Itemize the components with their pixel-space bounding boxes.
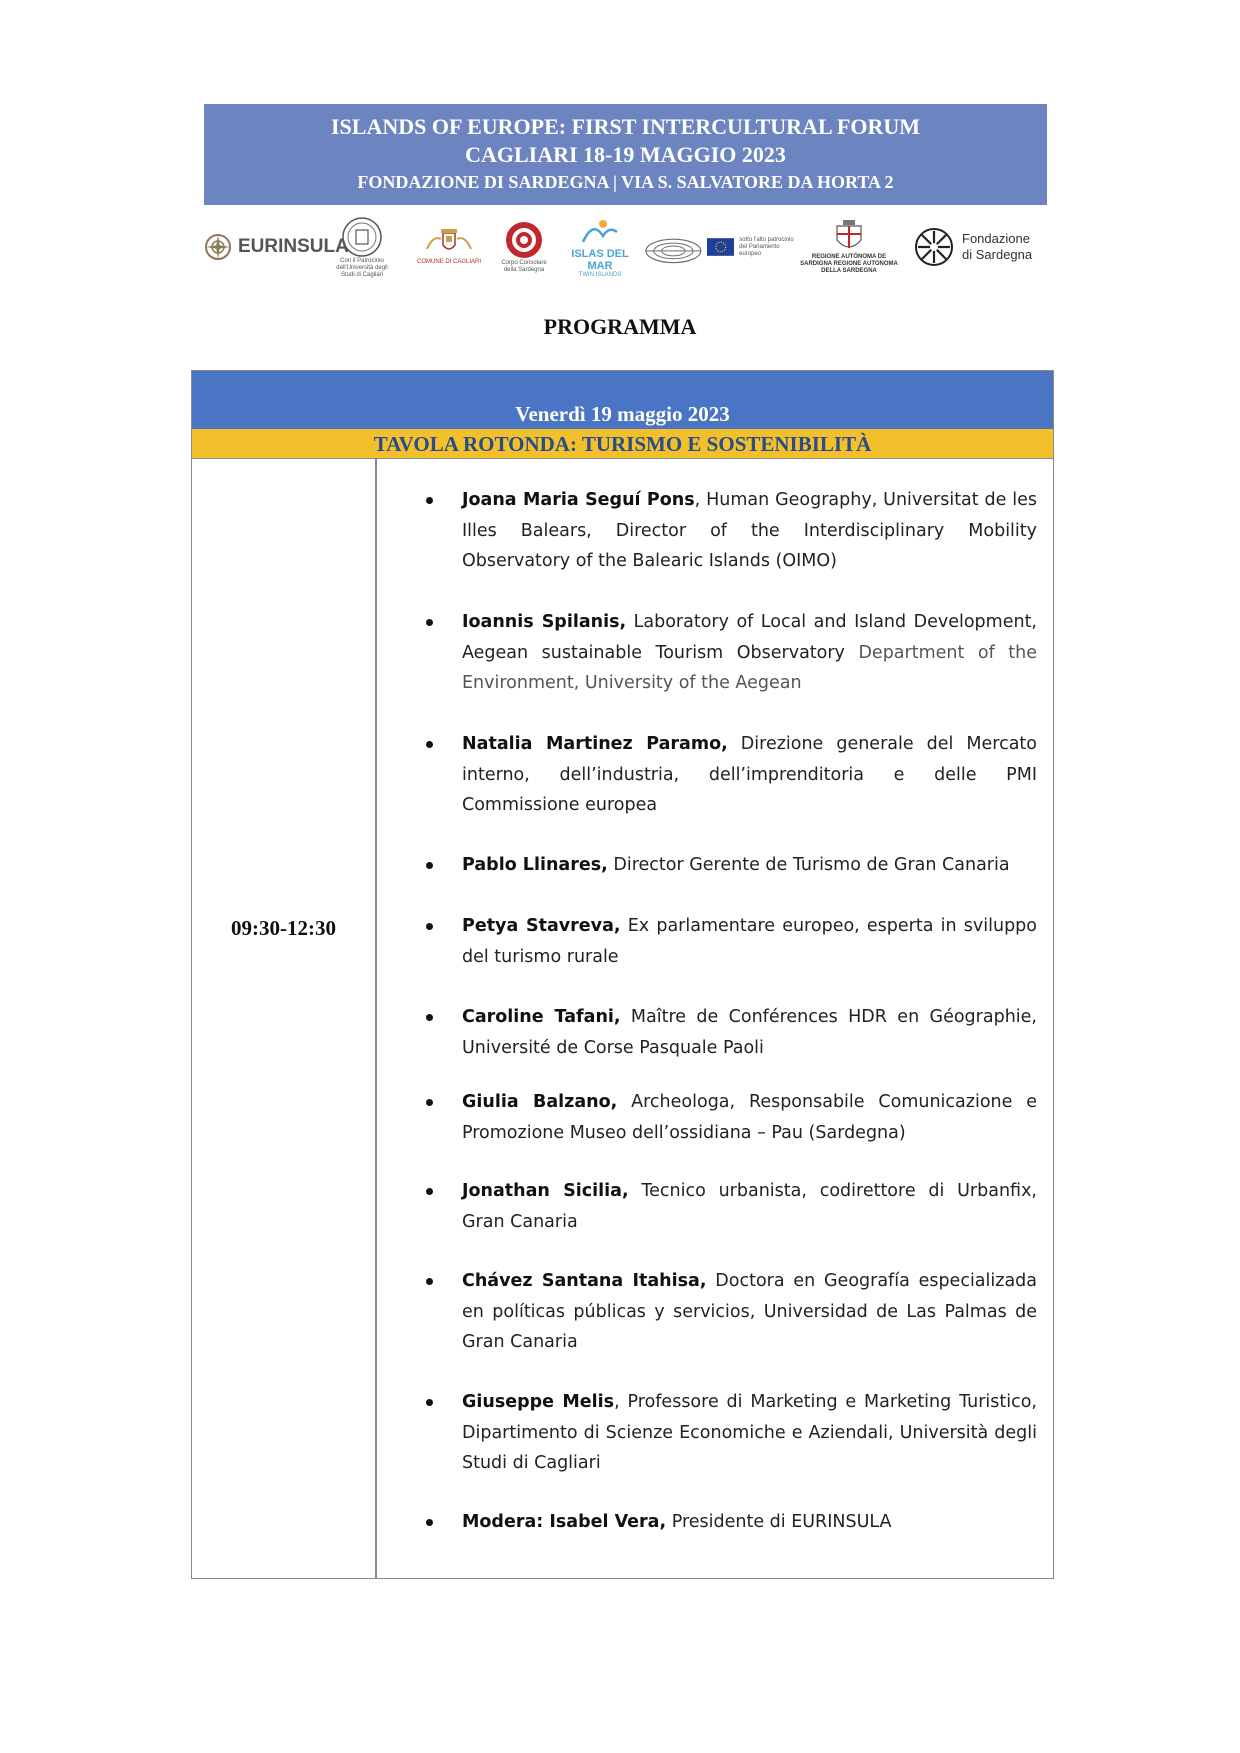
speaker-affiliation: Professore di Marketing e Marketing Turistico, Dipartimento di Scienze Economiche e Aziendali, Università degli Studi di Cagliari xyxy=(462,1392,1037,1473)
unica-logo xyxy=(329,212,395,282)
ccs-logo xyxy=(496,212,552,282)
sponsor-logos xyxy=(204,212,1047,282)
fondazione-line1: Fondazione xyxy=(962,231,1030,246)
bullet-icon xyxy=(426,497,433,504)
speaker-separator: , xyxy=(694,490,701,510)
speaker-item xyxy=(462,607,1037,699)
comune-caption: COMUNE DI CAGLIARI xyxy=(416,258,481,265)
session-header: TAVOLA ROTONDA: TURISMO E SOSTENIBILITÀ xyxy=(192,429,1053,459)
parlamento-caption: sotto l'alto patrocinio del Parlamento europeo xyxy=(739,236,794,257)
programma-heading: PROGRAMMA xyxy=(543,314,697,339)
speaker-affiliation: Director Gerente de Turismo de Gran Canaria xyxy=(607,855,1010,875)
speaker-name: Pablo Llinares, xyxy=(462,855,608,875)
speaker-affiliation: Human Geography, Universitat de les Illes Balears, Director of the Interdisciplinary Mobility Observatory of the Balearic Islands (OIMO) xyxy=(462,490,1038,571)
speaker-name: Giulia Balzano, xyxy=(462,1092,618,1112)
speaker-item xyxy=(462,850,1037,881)
event-title: ISLANDS OF EUROPE: FIRST INTERCULTURAL FORUM xyxy=(330,114,920,139)
university-seal-icon xyxy=(341,216,383,258)
bullet-icon xyxy=(426,1188,433,1195)
islas-label: ISLAS DEL MAR xyxy=(571,247,629,272)
speaker-name: Chávez Santana Itahisa, xyxy=(462,1271,707,1291)
event-dates: CAGLIARI 18-19 MAGGIO 2023 xyxy=(465,142,786,167)
speaker-item xyxy=(462,1507,1037,1538)
fondazione-logo xyxy=(914,212,1032,282)
eurinsula-label: EURINSULA xyxy=(238,236,349,257)
compass-icon xyxy=(204,233,232,261)
speaker-department: Department of the Environment, University of the Aegean xyxy=(462,642,1037,693)
speaker-name: Ioannis Spilanis, xyxy=(462,612,627,632)
speaker-item xyxy=(462,1387,1037,1479)
islas-logo xyxy=(564,212,636,282)
speaker-item xyxy=(462,1087,1037,1148)
speaker-name: Petya Stavreva, xyxy=(462,916,621,936)
speaker-affiliation: Maître de Conférences HDR en Géographie, Université de Corse Pasquale Paoli xyxy=(462,1007,1037,1058)
day-header: Venerdì 19 maggio 2023 xyxy=(192,371,1053,429)
speaker-item xyxy=(462,729,1037,821)
speaker-item xyxy=(462,1002,1037,1063)
speaker-separator: , xyxy=(614,1392,620,1412)
islas-subtitle: TWIN ISLANDS xyxy=(578,271,622,278)
bullet-icon xyxy=(426,862,433,869)
island-bird-icon xyxy=(577,216,623,248)
eurinsula-logo xyxy=(204,212,349,282)
eu-flag-icon xyxy=(707,238,734,256)
speaker-name: Caroline Tafani, xyxy=(462,1007,621,1027)
coat-of-arms-icon xyxy=(421,229,477,259)
speaker-item xyxy=(462,1266,1037,1358)
speaker-affiliation: Archeologa, Responsabile Comunicazione e Promozione Museo dell’ossidiana – Pau (Sardegna) xyxy=(462,1092,1038,1143)
speaker-affiliation: Tecnico urbanista, codirettore di Urbanfix, Gran Canaria xyxy=(462,1181,1037,1232)
speaker-affiliation: Direzione generale del Mercato interno, dell’industria, dell’imprenditoria e delle PMI Commissione europea xyxy=(462,734,1037,815)
speaker-item xyxy=(462,911,1037,972)
speaker-item xyxy=(462,485,1037,577)
fondazione-star-icon xyxy=(914,227,954,267)
speaker-affiliation: Presidente di EURINSULA xyxy=(666,1512,892,1532)
speaker-name: Natalia Martinez Paramo, xyxy=(462,734,728,754)
bullet-icon xyxy=(426,741,433,748)
regione-logo xyxy=(799,212,899,282)
fondazione-label xyxy=(962,231,1032,263)
speaker-list xyxy=(192,371,1053,1578)
european-parliament-icon xyxy=(644,229,703,265)
session-time: 09:30-12:30 xyxy=(231,916,336,940)
parlamento-logo xyxy=(644,212,794,282)
bullet-icon xyxy=(426,1399,433,1406)
bullet-icon xyxy=(426,1278,433,1285)
bullet-icon xyxy=(426,1099,433,1106)
regione-crest-icon xyxy=(834,220,864,254)
bullet-icon xyxy=(426,1014,433,1021)
comune-logo xyxy=(414,212,484,282)
speaker-name: Jonathan Sicilia, xyxy=(462,1181,629,1201)
fondazione-line2: di Sardegna xyxy=(962,247,1033,262)
event-banner xyxy=(204,104,1047,205)
ccs-caption: Corpo Consolare della Sardegna xyxy=(501,260,547,273)
speaker-name: Modera: Isabel Vera, xyxy=(462,1512,667,1532)
speaker-affiliation: Laboratory of Local and Island Development, Aegean sustainable Tourism Observatory xyxy=(462,612,1037,663)
speaker-name: Joana Maria Seguí Pons xyxy=(462,490,695,510)
speaker-name: Giuseppe Melis xyxy=(462,1392,615,1412)
speaker-affiliation: Ex parlamentare europeo, esperta in sviluppo del turismo rurale xyxy=(462,916,1037,967)
speaker-item xyxy=(462,1176,1037,1237)
bullet-icon xyxy=(426,619,433,626)
consular-corps-icon xyxy=(504,220,544,260)
regione-caption: REGIONE AUTÒNOMA DE SARDIGNA REGIONE AUTONOMA DELLA SARDEGNA xyxy=(800,253,898,274)
unica-caption: Con il Patrocinio dell'Università degli Studi di Cagliari xyxy=(336,257,388,278)
program-table xyxy=(191,370,1054,1579)
event-venue: FONDAZIONE DI SARDEGNA | VIA S. SALVATORE DA HORTA 2 xyxy=(357,172,894,192)
bullet-icon xyxy=(426,923,433,930)
bullet-icon xyxy=(426,1519,433,1526)
speaker-affiliation: Doctora en Geografía especializada en políticas públicas y servicios, Universidad de Las Palmas de Gran Canaria xyxy=(462,1271,1037,1352)
